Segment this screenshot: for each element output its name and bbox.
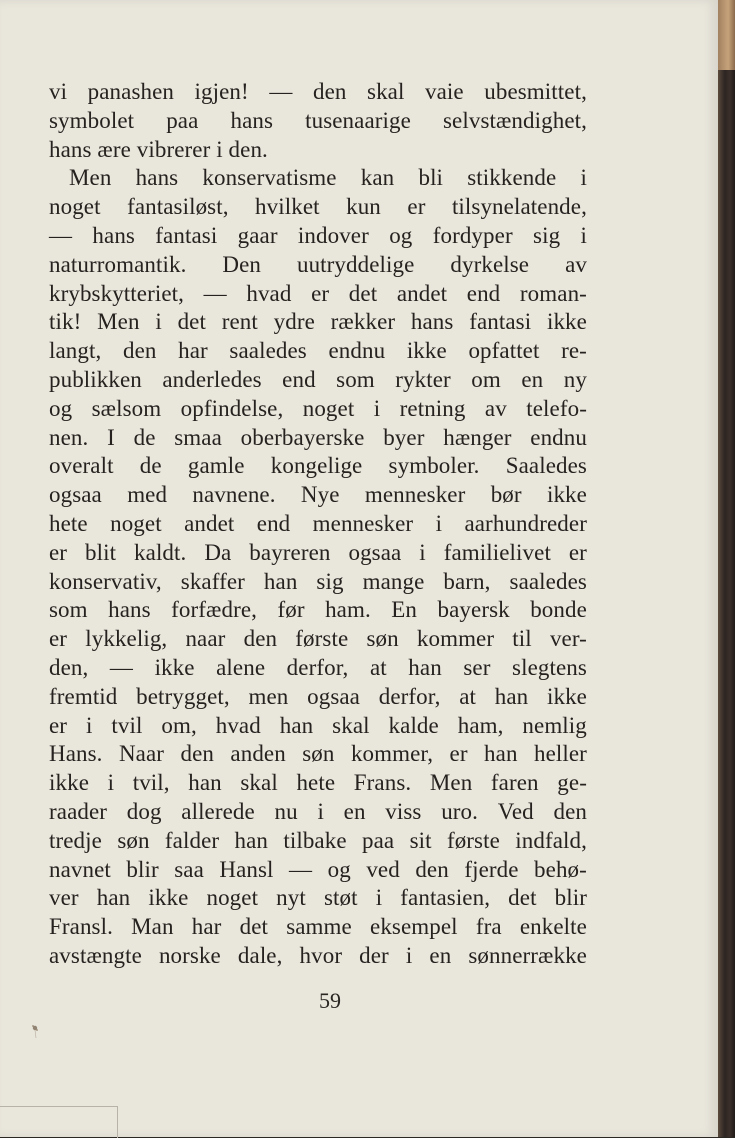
text-line: hete noget andet end mennesker i aarhundreder bbox=[49, 510, 587, 536]
book-edge-top bbox=[718, 0, 735, 70]
text-line: er blit kaldt. Da bayreren ogsaa i familielivet er bbox=[49, 539, 587, 565]
body-text bbox=[49, 78, 587, 971]
text-line: naturromantik. Den uutryddelige dyrkelse av bbox=[49, 251, 587, 277]
text-line: konservativ, skaffer han sig mange barn, saaledes bbox=[49, 568, 587, 594]
text-line: tik! Men i det rent ydre rækker hans fantasi ikke bbox=[49, 309, 587, 335]
text-line-indented: Men hans konservatisme kan bli stikkende i bbox=[69, 165, 587, 191]
text-line: — hans fantasi gaar indover og fordyper sig i bbox=[49, 222, 587, 248]
text-line: vi panashen igjen! — den skal vaie ubesmittet, bbox=[49, 79, 587, 104]
book-edge bbox=[718, 0, 735, 1137]
text-line: avstængte norske dale, hvor der i en sønnerrække bbox=[49, 942, 587, 968]
text-line: langt, den har saaledes endnu ikke opfattet re- bbox=[49, 338, 587, 364]
text-line: Hans. Naar den anden søn kommer, er han heller bbox=[49, 741, 587, 767]
text-line: er i tvil om, hvad han skal kalde ham, nemlig bbox=[49, 712, 587, 738]
text-line: publikken anderledes end som rykter om en ny bbox=[49, 366, 587, 392]
text-line: symbolet paa hans tusenaarige selvstændighet, bbox=[49, 107, 587, 133]
text-line: hans ære vibrerer i den. bbox=[49, 136, 268, 162]
text-line: raader dog allerede nu i en viss uro. Ved den bbox=[49, 798, 587, 824]
text-line: fremtid betrygget, men ogsaa derfor, at han ikke bbox=[49, 683, 587, 709]
text-line: Fransl. Man har det samme eksempel fra enkelte bbox=[49, 914, 587, 940]
page-number: 59 bbox=[319, 988, 341, 1013]
text-line: og sælsom opfindelse, noget i retning av telefo- bbox=[49, 395, 587, 421]
text-line: den, — ikke alene derfor, at han ser slegtens bbox=[49, 654, 587, 680]
text-line: som hans forfædre, før ham. En bayersk bonde bbox=[49, 597, 587, 623]
text-line: overalt de gamle kongelige symboler. Saaledes bbox=[49, 453, 587, 479]
page-corner-mark bbox=[0, 1106, 118, 1138]
text-line: navnet blir saa Hansl — og ved den fjerde behø- bbox=[49, 856, 587, 882]
text-line: er lykkelig, naar den første søn kommer til ver- bbox=[49, 626, 587, 652]
text-line: ogsaa med navnene. Nye mennesker bør ikke bbox=[49, 482, 587, 508]
text-line: ver han ikke noget nyt støt i fantasien, det blir bbox=[49, 885, 587, 911]
text-line: noget fantasiløst, hvilket kun er tilsynelatende, bbox=[49, 194, 587, 220]
text-line: nen. I de smaa oberbayerske byer hænger endnu bbox=[49, 424, 587, 450]
text-line: tredje søn falder han tilbake paa sit første indfald, bbox=[49, 827, 587, 853]
text-line: krybskytteriet, — hvad er det andet end roman- bbox=[49, 280, 587, 306]
ink-smudge bbox=[28, 1020, 42, 1042]
text-line: ikke i tvil, han skal hete Frans. Men faren ge- bbox=[49, 770, 587, 796]
